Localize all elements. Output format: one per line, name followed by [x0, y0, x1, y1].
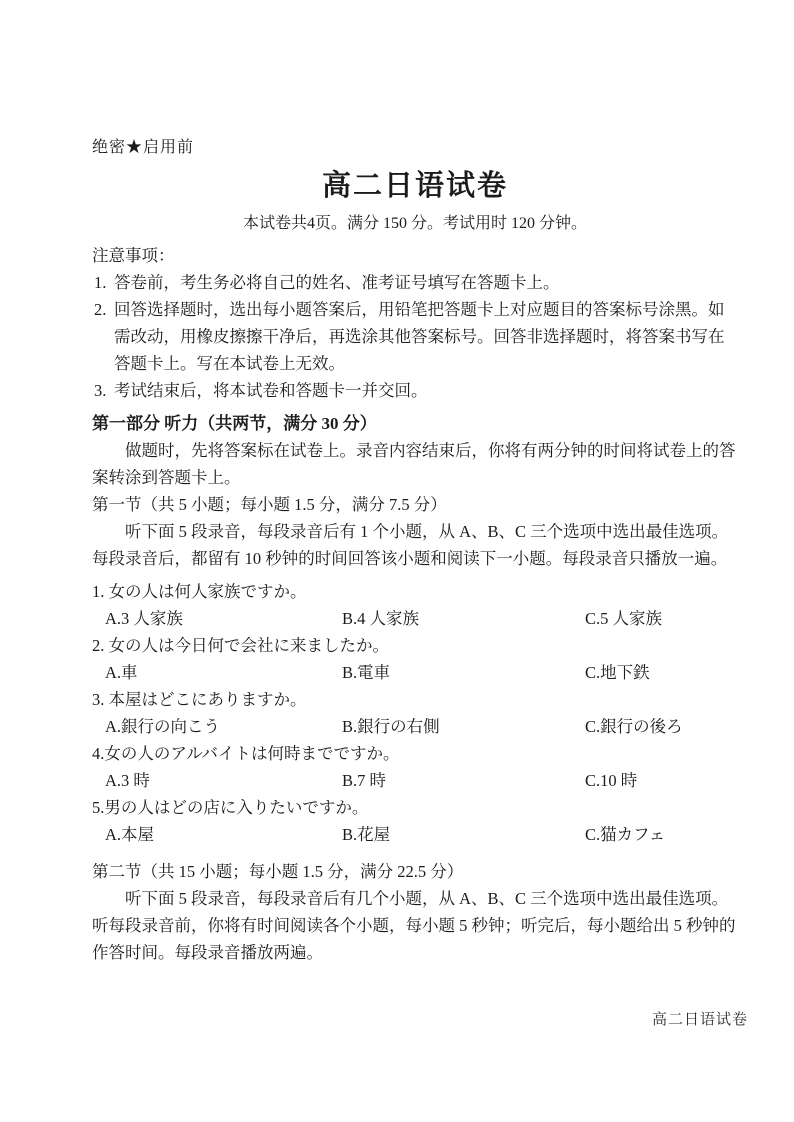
option-c: C.猫カフェ [585, 825, 666, 844]
option-a: A.3 人家族 [105, 609, 183, 628]
notice-item-number: 1. [94, 273, 107, 292]
notice-item [92, 377, 738, 404]
question-text: 5.男の人はどの店に入りたいですか。 [92, 798, 369, 817]
question-1 [92, 578, 738, 632]
question-text: 3. 本屋はどこにありますか。 [92, 690, 307, 709]
question-options [92, 713, 738, 740]
option-c: C.5 人家族 [585, 609, 663, 628]
notice-item-text: 考试结束后，将本试卷和答题卡一并交回。 [114, 381, 428, 400]
question-text: 2. 女の人は今日何で会社に来ましたか。 [92, 636, 389, 655]
notice-item-number: 3. [94, 381, 107, 400]
notice-item [92, 269, 738, 296]
option-a: A.車 [105, 663, 138, 682]
option-c: C.10 時 [585, 771, 638, 790]
option-b: B.電車 [342, 663, 391, 682]
option-a: A.銀行の向こう [105, 717, 221, 736]
part1-intro: 做题时，先将答案标在试卷上。录音内容结束后，你将有两分钟的时间将试卷上的答案转涂到答题卡上。 [92, 441, 736, 487]
option-b: B.銀行の右側 [342, 717, 440, 736]
section2-heading: 第二节（共 15 小题；每小题 1.5 分，满分 22.5 分） [92, 862, 464, 881]
option-a: A.本屋 [105, 825, 155, 844]
option-b: B.7 時 [342, 771, 387, 790]
question-text: 1. 女の人は何人家族ですか。 [92, 582, 307, 601]
page-footer-label: 高二日语试卷 [651, 1012, 748, 1028]
notice-item-text: 回答选择题时，选出每小题答案后，用铅笔把答题卡上对应题目的答案标号涂黑。如需改动，用橡皮擦擦干净后，再选涂其他答案标号。回答非选择题时，将答案书写在答题卡上。写在本试卷上无效。 [114, 300, 725, 373]
section2-block [92, 858, 738, 966]
option-a: A.3 時 [105, 771, 150, 790]
question-5 [92, 794, 738, 848]
notice-item-text: 答卷前，考生务必将自己的姓名、准考证号填写在答题卡上。 [114, 273, 560, 292]
page-title: 高二日语试卷 [321, 170, 508, 202]
question-3 [92, 686, 738, 740]
question-options [92, 605, 738, 632]
option-b: B.4 人家族 [342, 609, 420, 628]
option-c: C.地下鉄 [585, 663, 650, 682]
notice-item [92, 296, 738, 377]
option-b: B.花屋 [342, 825, 391, 844]
question-2 [92, 632, 738, 686]
security-label: 绝密★启用前 [92, 139, 195, 156]
question-4 [92, 740, 738, 794]
question-list [92, 578, 738, 848]
option-c: C.銀行の後ろ [585, 717, 683, 736]
page-subtitle: 本试卷共4页。满分 150 分。考试用时 120 分钟。 [242, 215, 587, 232]
question-options [92, 767, 738, 794]
question-options [92, 659, 738, 686]
section1-intro: 听下面 5 段录音，每段录音后有 1 个小题，从 A、B、C 三个选项中选出最佳选项。每段录音后，都留有 10 秒钟的时间回答该小题和阅读下一小题。每段录音只播放一遍。 [92, 522, 729, 568]
section1-heading: 第一节（共 5 小题；每小题 1.5 分，满分 7.5 分） [92, 495, 447, 514]
notice-item-number: 2. [94, 300, 107, 319]
question-text: 4.女の人のアルバイトは何時までですか。 [92, 744, 400, 763]
question-options [92, 821, 738, 848]
part1-heading: 第一部分 听力（共两节，满分 30 分） [92, 414, 377, 433]
notice-heading: 注意事项： [92, 246, 175, 265]
section2-intro: 听下面 5 段录音，每段录音后有几个小题，从 A、B、C 三个选项中选出最佳选项。听每段录音前，你将有时间阅读各个小题，每小题 5 秒钟；听完后，每小题给出 5 秒钟的作答时间。每段录音播放两遍。 [92, 889, 736, 962]
